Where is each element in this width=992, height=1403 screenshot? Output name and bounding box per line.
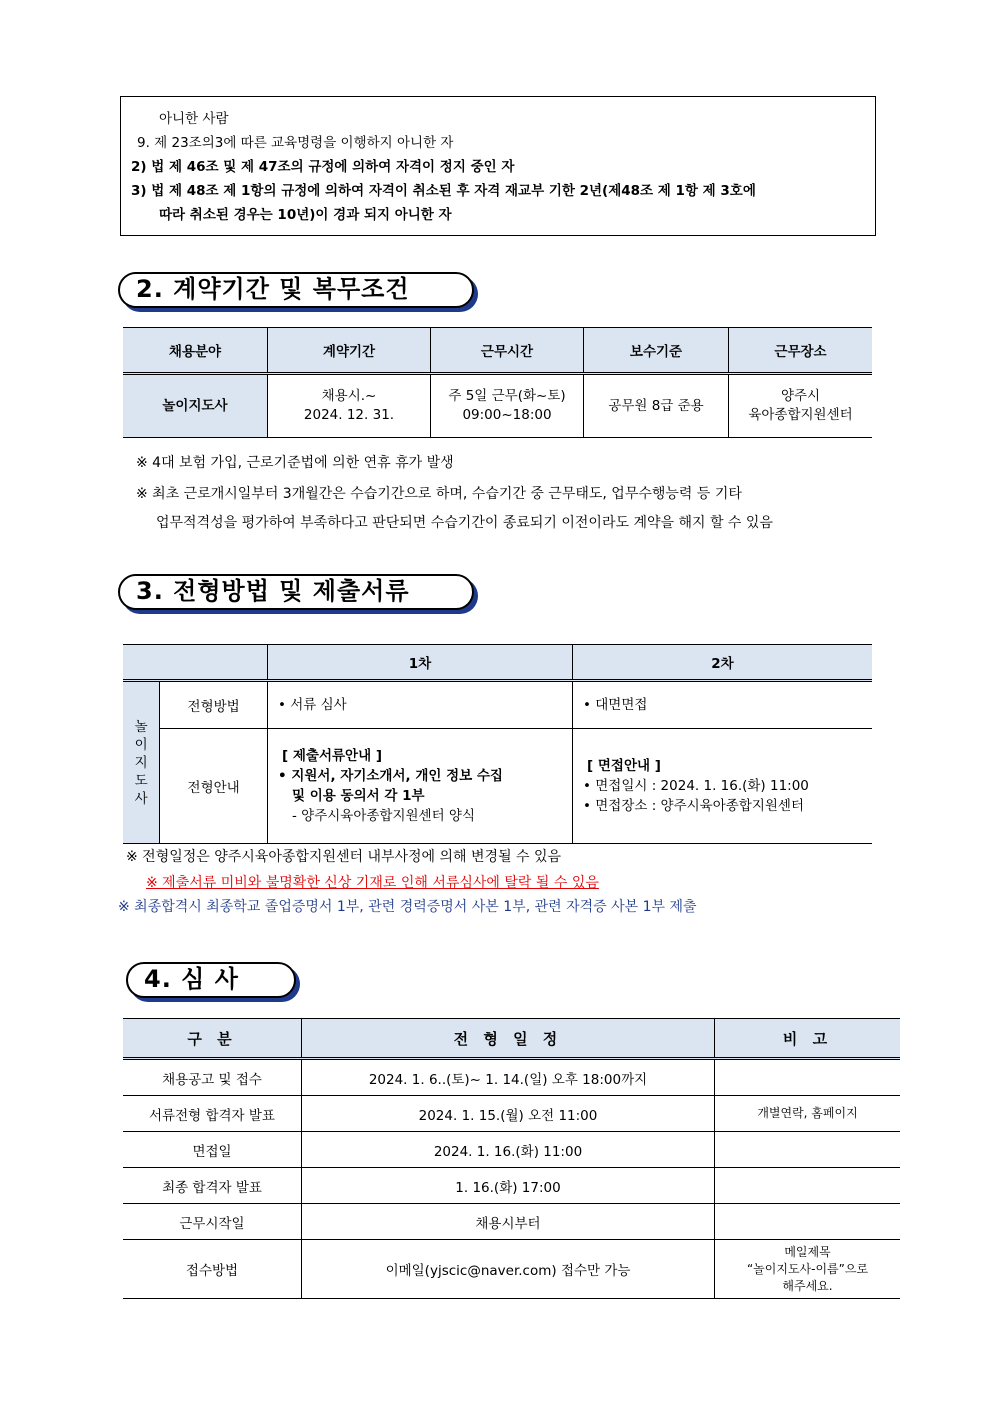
item-cell: 서류전형 합격자 발표 (123, 1096, 302, 1132)
table-row (123, 1132, 900, 1168)
method-2: • 대면면접 (573, 681, 873, 729)
item-cell: 근무시작일 (123, 1204, 302, 1240)
note: 업무적격성을 평가하여 부족하다고 판단되면 수습기간이 종료되기 이전이라도 계약을 해지 할 수 있음 (156, 515, 773, 531)
guide-line: - 양주시육아종합지원센터 양식 (292, 808, 475, 824)
schedule-cell: 2024. 1. 16.(화) 11:00 (302, 1132, 715, 1168)
table-header: 채용분야 (123, 328, 268, 374)
table-header: 근무장소 (729, 328, 873, 374)
field-cell: 놀이지도사 (123, 374, 268, 438)
place-cell (729, 374, 873, 438)
place-line: 육아종합지원센터 (748, 407, 853, 423)
section-2-heading: 2. 계약기간 및 복무조건 (118, 272, 474, 308)
side-label (123, 681, 160, 844)
schedule-cell: 채용시부터 (302, 1204, 715, 1240)
guide-line: • 지원서, 자기소개서, 개인 정보 수집 (278, 768, 503, 784)
disqualification-line: 2) 법 제 46조 및 제 47조의 규정에 의하여 자격이 정지 중인 자 (131, 159, 515, 175)
table-header: 전 형 일 정 (302, 1019, 715, 1059)
table-header: 계약기간 (268, 328, 431, 374)
disqualification-box (120, 96, 876, 236)
guide-1 (268, 729, 573, 844)
note-cell (715, 1132, 901, 1168)
table-header: 1차 (268, 645, 573, 681)
table-row (123, 681, 872, 729)
table-header: 근무시간 (431, 328, 584, 374)
table-row (123, 1096, 900, 1132)
disqualification-line: 아니한 사람 (159, 111, 229, 127)
disqualification-line: 따라 취소된 경우는 10년)이 경과 되지 아니한 자 (159, 207, 452, 223)
table-row (123, 1059, 900, 1096)
method-1: • 서류 심사 (268, 681, 573, 729)
table-row (123, 1168, 900, 1204)
section-4-heading: 4. 심 사 (126, 962, 296, 998)
guide-title: [ 제출서류안내 ] (282, 748, 382, 764)
item-cell: 면접일 (123, 1132, 302, 1168)
table-header-empty (123, 645, 268, 681)
hours-line: 09:00~18:00 (462, 407, 552, 423)
table-row (123, 374, 872, 438)
hours-line: 주 5일 근무(화~토) (448, 388, 566, 404)
item-cell: 최종 합격자 발표 (123, 1168, 302, 1204)
schedule-cell: 1. 16.(화) 17:00 (302, 1168, 715, 1204)
side-label-char: 도 (134, 772, 148, 789)
table-header: 구 분 (123, 1019, 302, 1059)
note-line: 메일제목 (784, 1244, 831, 1259)
table-header: 2차 (573, 645, 873, 681)
schedule-cell: 이메일(yjscic@naver.com) 접수만 가능 (302, 1240, 715, 1299)
period-line: 채용시.~ (321, 388, 377, 404)
schedule-cell: 2024. 1. 15.(월) 오전 11:00 (302, 1096, 715, 1132)
table-header: 보수기준 (584, 328, 729, 374)
note: ※ 4대 보험 가입, 근로기준법에 의한 연휴 휴가 발생 (136, 455, 454, 471)
schedule-cell: 2024. 1. 6..(토)~ 1. 14.(일) 오후 18:00까지 (302, 1059, 715, 1096)
guide-2 (573, 729, 873, 844)
table-row (123, 1240, 900, 1299)
period-line: 2024. 12. 31. (303, 407, 395, 423)
note-cell (715, 1204, 901, 1240)
pay-cell: 공무원 8급 준용 (584, 374, 729, 438)
schedule-table (123, 1018, 900, 1299)
note: ※ 최초 근로개시일부터 3개월간은 수습기간으로 하며, 수습기간 중 근무태도, 업무수행능력 등 기타 (136, 486, 742, 502)
warning-note: ※ 제출서류 미비와 불명확한 신상 기재로 인해 서류심사에 탈락 될 수 있음 (146, 875, 599, 891)
disqualification-line: 9. 제 23조의3에 따른 교육명령을 이행하지 아니한 자 (137, 135, 454, 151)
item-cell: 채용공고 및 접수 (123, 1059, 302, 1096)
row-label: 전형안내 (160, 729, 268, 844)
side-label-char: 이 (134, 736, 148, 753)
section-3-heading: 3. 전형방법 및 제출서류 (118, 574, 474, 610)
note-cell (715, 1168, 901, 1204)
note-line: 해주세요. (782, 1278, 833, 1293)
note-line: “놀이지도사-이름”으로 (746, 1261, 869, 1276)
table-row (123, 729, 872, 844)
guide-line: • 면접장소 : 양주시육아종합지원센터 (583, 798, 804, 814)
side-label-char: 사 (134, 790, 148, 807)
contract-table (123, 327, 872, 438)
side-label-char: 놀 (134, 718, 148, 735)
table-row (123, 1204, 900, 1240)
note-cell (715, 1059, 901, 1096)
note-cell (715, 1240, 901, 1299)
final-docs-note: ※ 최종합격시 최종학교 졸업증명서 1부, 관련 경력증명서 사본 1부, 관련 자격증 사본 1부 제출 (118, 899, 697, 915)
note: ※ 전형일정은 양주시육아종합지원센터 내부사정에 의해 변경될 수 있음 (126, 849, 562, 865)
row-label: 전형방법 (160, 681, 268, 729)
guide-line: 및 이용 동의서 각 1부 (292, 788, 425, 804)
table-header: 비 고 (715, 1019, 901, 1059)
place-line: 양주시 (780, 388, 821, 404)
disqualification-line: 3) 법 제 48조 제 1항의 규정에 의하여 자격이 취소된 후 자격 재교부 기한 2년(제48조 제 1항 제 3호에 (131, 183, 756, 199)
selection-table (123, 644, 872, 844)
guide-title: [ 면접안내 ] (587, 758, 661, 774)
item-cell: 접수방법 (123, 1240, 302, 1299)
hours-cell (431, 374, 584, 438)
note-cell: 개별연락, 홈페이지 (715, 1096, 901, 1132)
period-cell (268, 374, 431, 438)
side-label-char: 지 (134, 754, 148, 771)
guide-line: • 면접일시 : 2024. 1. 16.(화) 11:00 (583, 778, 809, 794)
